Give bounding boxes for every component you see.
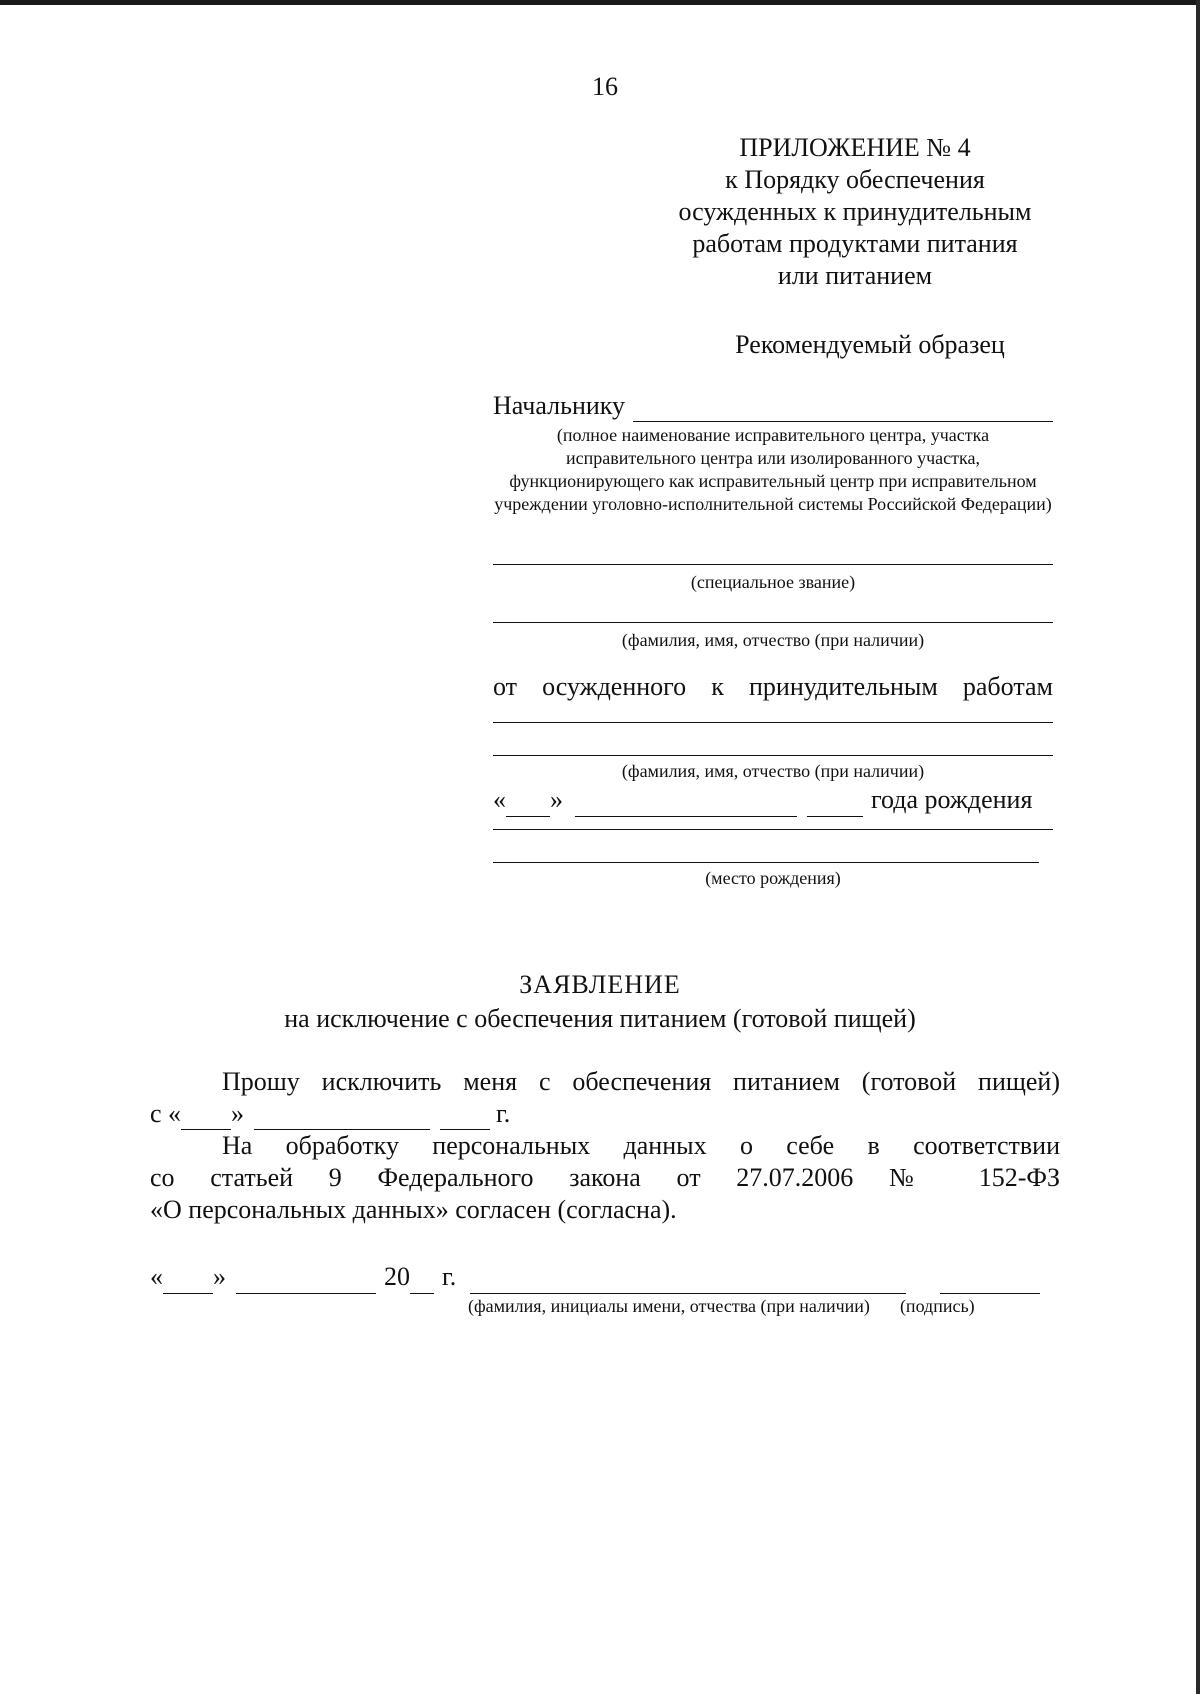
statement-title: ЗАЯВЛЕНИЕ [519,970,681,999]
statement-subtitle: на исключение с обеспечения питанием (готовой пищей) [284,1004,916,1033]
convict-name-blank-field-1[interactable] [493,722,1053,723]
addressee-line [493,390,1053,422]
sign-month-field[interactable] [236,1271,376,1294]
year-suffix: г. [496,1099,511,1128]
chief-name-hint: (фамилия, имя, отчество (при наличии) [621,630,925,650]
birth-suffix: года рождения [871,785,1033,814]
signer-name-hint: (фамилия, инициалы имени, отчества (при наличии) [468,1296,870,1316]
appendix-line: или питанием [777,261,933,290]
appendix-line: работам продуктами питания [692,229,1018,258]
exclusion-date-line [150,1098,1060,1130]
signature-hint: (подпись) [899,1296,975,1316]
signer-name-field[interactable] [470,1271,906,1294]
signature-field[interactable] [940,1271,1040,1294]
quote-close: » [550,785,563,814]
appendix-line: к Порядку обеспечения [725,165,985,194]
birth-date-line [493,783,1053,817]
birthplace-blank-field-2[interactable] [493,862,1039,863]
appendix-title: ПРИЛОЖЕНИЕ № 4 [739,133,971,162]
year-suffix: г. [442,1262,457,1291]
signature-block [150,1260,1060,1317]
birth-month-field[interactable] [575,794,797,817]
convict-name-blank-field-2[interactable] [493,755,1053,756]
page-number: 16 [592,72,618,101]
sign-day-field[interactable] [163,1271,213,1294]
statement-body [150,1066,1060,1226]
exclusion-month-field[interactable] [254,1107,430,1130]
addressee-blank-field[interactable] [633,399,1053,422]
date-prefix: с « [150,1099,182,1128]
convict-name-hint: (фамилия, имя, отчество (при наличии) [621,761,925,781]
sign-year-field[interactable] [410,1271,434,1294]
sample-label: Рекомендуемый образец [735,330,1005,359]
appendix-header [640,132,1070,292]
institution-hint: (полное наименование исправительного центра, участка исправительного центра или изолированного участка, функционирующего как исправительный центр при исправительном учреждении уголовно-исполнительной системы Российской Федерации) [494,425,1052,514]
quote-open: « [150,1262,163,1291]
consent-paragraph-line3: «О персональных данных» согласен (согласна). [150,1195,677,1224]
date-mid: » [231,1099,245,1128]
birthplace-blank-field-1[interactable] [493,829,1053,830]
rank-hint: (специальное звание) [690,572,856,592]
appendix-line: осужденных к принудительным [678,197,1032,226]
signature-hints [150,1296,1060,1317]
quote-close: » [213,1262,226,1291]
from-convict-label: от осужденного к принудительным работам [493,672,1053,701]
request-paragraph: Прошу исключить меня с обеспечения питанием (готовой пищей) [222,1067,1060,1096]
quote-open: « [493,785,506,814]
signature-line [150,1260,1060,1294]
year-prefix: 20 [384,1262,410,1291]
consent-paragraph-line1: На обработку персональных данных о себе в соответствии [222,1131,1060,1160]
exclusion-day-field[interactable] [181,1107,231,1130]
addressee-block [493,390,1053,890]
birthplace-hint: (место рождения) [705,868,841,888]
birth-day-field[interactable] [506,794,550,817]
exclusion-year-field[interactable] [440,1107,490,1130]
consent-paragraph-line2: со статьей 9 Федерального закона от 27.07.2006 № 152-ФЗ [150,1163,1060,1192]
rank-blank-field[interactable] [493,564,1053,565]
chief-name-blank-field[interactable] [493,622,1053,623]
addressee-label: Начальнику [493,391,626,420]
birth-year-field[interactable] [807,794,863,817]
